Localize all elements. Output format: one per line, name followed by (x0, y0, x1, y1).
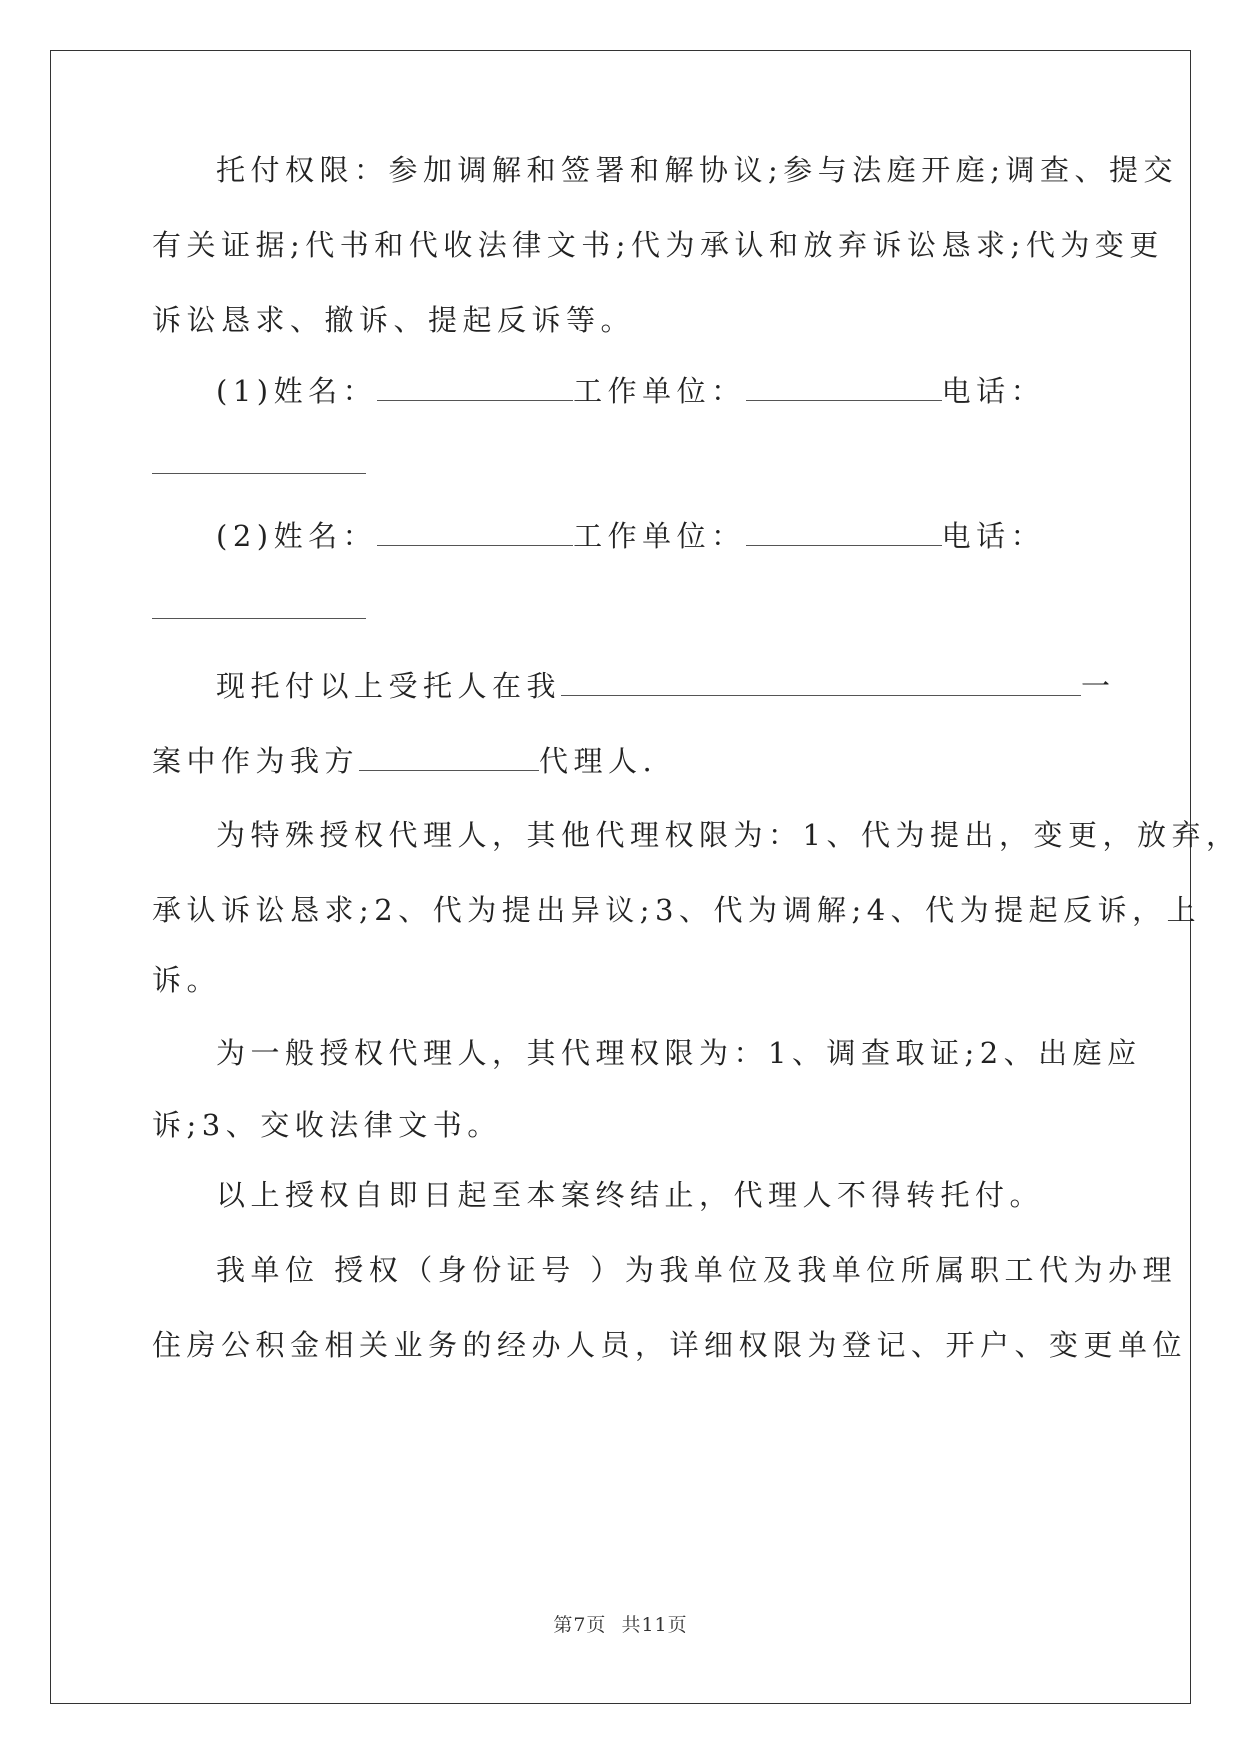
paragraph-line: 住房公积金相关业务的经办人员，详细权限为登记、开户、变更单位 (152, 1328, 1188, 1362)
phone-label: 电话： (941, 519, 1046, 553)
name-blank (377, 515, 573, 546)
paragraph-line: 托付权限：参加调解和签署和解协议;参与法庭开庭;调查、提交 (216, 153, 1179, 187)
agent-index: (1) (216, 374, 274, 408)
paragraph-line (152, 740, 1092, 781)
agent-1-row (216, 370, 1156, 411)
paragraph-line: 承认诉讼恳求;2、代为提出异议;3、代为调解;4、代为提起反诉，上 (152, 893, 1202, 927)
unit-label: 工作单位： (573, 374, 746, 408)
unit-label: 工作单位： (573, 519, 746, 553)
role-blank (359, 740, 539, 771)
phone-blank (152, 617, 366, 619)
case-text-end: 一 (1081, 669, 1116, 703)
agent-index: (2) (216, 519, 274, 553)
page-footer (0, 1610, 1241, 1637)
paragraph-line: 以上授权自即日起至本案终结止，代理人不得转托付。 (216, 1178, 1045, 1212)
paragraph-line: 为特殊授权代理人，其他代理权限为：1、代为提出，变更，放弃， (216, 818, 1241, 852)
phone-blank (152, 472, 366, 474)
paragraph-line: 诉。 (152, 963, 222, 997)
phone-label: 电话： (941, 374, 1046, 408)
name-blank (377, 370, 573, 401)
page-frame (50, 50, 1241, 1704)
paragraph-line: 有关证据;代书和代收法律文书;代为承认和放弃诉讼恳求;代为变更 (152, 228, 1164, 262)
unit-blank (746, 515, 942, 546)
role-text-start: 案中作为我方 (152, 744, 360, 778)
page-total: 共11页 (621, 1614, 688, 1636)
paragraph-line: 我单位 授权（身份证号 ）为我单位及我单位所属职工代为办理 (216, 1253, 1177, 1287)
name-label: 姓名： (273, 519, 378, 553)
paragraph-line: 为一般授权代理人，其代理权限为：1、调查取证;2、出庭应 (216, 1036, 1142, 1070)
paragraph-line: 诉;3、交收法律文书。 (152, 1108, 502, 1142)
paragraph-line (216, 665, 1156, 706)
name-label: 姓名： (273, 374, 378, 408)
case-text-start: 现托付以上受托人在我 (216, 669, 562, 703)
case-blank (561, 665, 1081, 696)
role-text-end: 代理人. (539, 744, 658, 778)
unit-blank (746, 370, 942, 401)
page-number: 第7页 (553, 1614, 607, 1636)
agent-2-row (216, 515, 1156, 556)
paragraph-line: 诉讼恳求、撤诉、提起反诉等。 (152, 303, 636, 337)
